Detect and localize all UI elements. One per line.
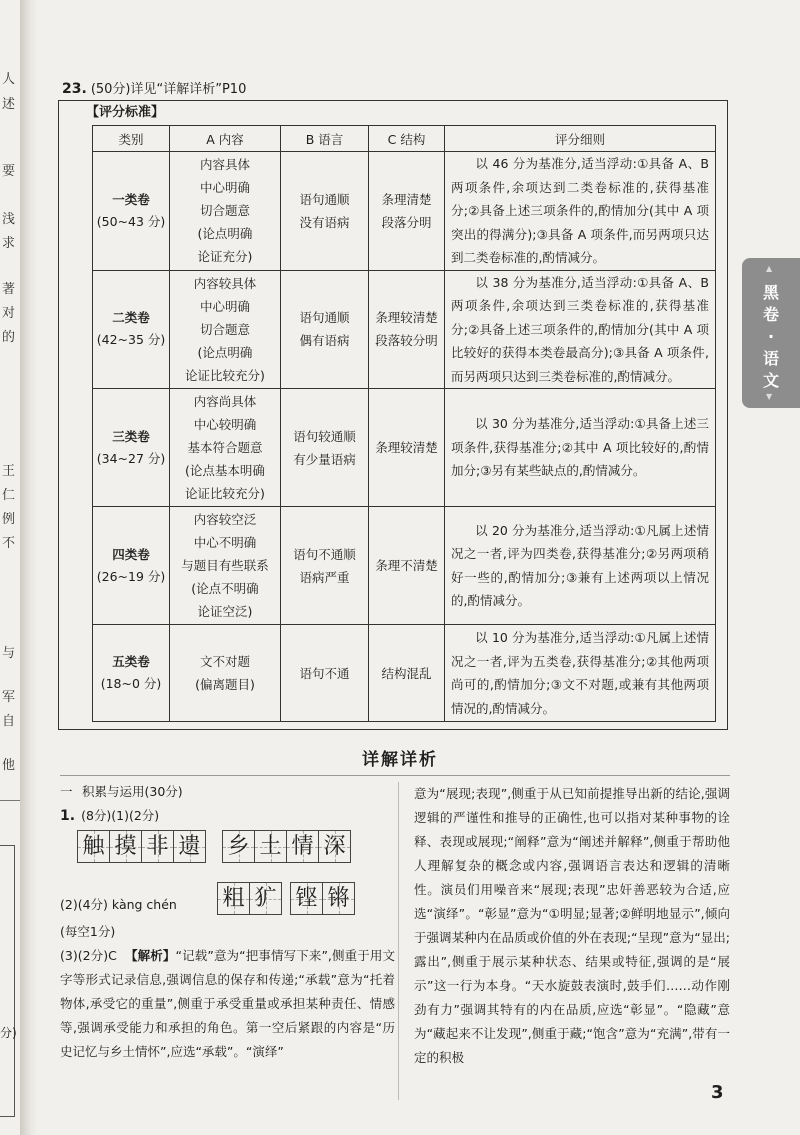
grid-cell: 铿 [290, 882, 323, 915]
details-text: 以 10 分为基准分,适当浮动:①凡属上述情况之一者,评为五类卷,获得基准分;②其他两项尚可的,酌情加分;③文不对题,或兼有其他两项情况的,酌情减分。 [451, 630, 709, 716]
page-number: 3 [711, 1082, 724, 1103]
details-text: 以 30 分为基准分,适当浮动:①具备上述三项条件,获得基准分;②其中 A 项比较好的,酌情加分;③另有某些缺点的,酌情减分。 [451, 416, 709, 479]
content-cell [170, 507, 281, 625]
question-1-heading [60, 806, 395, 824]
structure-cell [369, 507, 445, 625]
analysis-tag: 【解析】 [125, 948, 176, 963]
header-content: A 内容 [170, 126, 281, 152]
margin-char: 军 [2, 690, 16, 705]
content-line: (偏离题目) [195, 677, 255, 692]
margin-char: 不 [2, 536, 16, 551]
structure-cell [369, 389, 445, 507]
content-line: 文不对题 [199, 654, 250, 669]
grid-cell: 土 [254, 830, 287, 863]
score-range: (50~43 分) [96, 213, 166, 229]
category-name: 四类卷 [112, 546, 150, 562]
margin-char: 浅 [2, 212, 16, 227]
question-23-text: (50分)详见“详解详析”P10 [90, 82, 247, 97]
content-line: (论点明确 [197, 226, 253, 242]
content-line: 内容具体 [199, 157, 250, 173]
grid-cell: 摸 [109, 830, 142, 863]
scoring-table [92, 125, 716, 722]
grid-cell: 遗 [173, 830, 206, 863]
margin-char: 对 [2, 306, 16, 321]
margin-char: 与 [2, 646, 16, 661]
right-column-text: 意为“展现;表现”,侧重于从已知前提推导出新的结论,强调逻辑的严谨性和推导的正确性,也可以指对某种事物的诠释、表现或展现;“阐释”意为“阐述并解释”,侧重于帮助他人理解复杂的概念或内容,强调语言表达和逻辑的清晰性。演员们用噪音来“展现;表现”忠奸善恶较为合适,应选“演绎”。“彰显”意为“①明显;显著;②鲜明地显示”,倾向于强调某种内在品质或价值的外在表现;“呈现”意为“显出;露出”,侧重于展示某种状态、结果或特征,强调的是“展示”这一行为本身。“天水旋鼓表演时,鼓手们……动作刚劲有力”强调其特有的内在品质,应选“彰显”。“隐藏”意为“藏起来不让发现”,侧重于藏;“饱含”意为“充满”,带有一定的积极 [414, 786, 730, 1065]
table-row [93, 270, 716, 389]
category-cell [93, 270, 170, 389]
content-line: 论证充分) [197, 249, 253, 265]
margin-char: 述 [2, 97, 16, 112]
language-line: 语病严重 [299, 569, 350, 585]
language-cell [281, 507, 369, 625]
question-number: 1. [60, 808, 76, 824]
table-row [93, 152, 716, 271]
language-line: 语句不通顺 [293, 546, 356, 562]
question-23-heading [62, 78, 246, 97]
margin-char: 人 [2, 72, 16, 87]
analysis-text: “记载”意为“把事情写下来”,侧重于用文字等形式记录信息,强调信息的保存和传递;“承载”意为“托着物体,承受它的重量”,侧重于承受重量或承担某种责任、情感等,强调承受能力和承担的角色。第一空后紧跟的内容是“历史记忆与乡土情怀”,应选“承载”。“演绎” [60, 948, 395, 1059]
question-1-text: (8分)(1)(2分) [81, 808, 160, 823]
part-number: 一 [60, 784, 73, 799]
structure-cell [369, 270, 445, 389]
category-name: 三类卷 [112, 428, 150, 444]
details-text: 以 20 分为基准分,适当浮动:①凡属上述情况之一者,评为四类卷,获得基准分;②另两项稍好一些的,酌情加分;③兼有上述两项以上情况的,酌情减分。 [451, 522, 709, 608]
grid-cell: 乡 [222, 830, 255, 863]
language-line: 语句通顺 [299, 191, 350, 207]
grid-cell: 触 [77, 830, 110, 863]
language-line: 有少量语病 [293, 451, 356, 467]
details-cell [445, 152, 716, 271]
margin-box-text: 分) [0, 1026, 17, 1040]
book-spine-shadow [20, 0, 38, 1135]
category-cell [93, 389, 170, 507]
grid-cell: 犷 [249, 882, 282, 915]
triangle-down-icon: ▼ [766, 392, 773, 401]
structure-line: 段落分明 [381, 214, 432, 230]
grid-cell: 情 [286, 830, 319, 863]
language-line: 语句不通 [299, 665, 350, 681]
content-line: 中心明确 [199, 298, 250, 314]
structure-line: 段落较分明 [375, 333, 438, 349]
answer-prefix: (3)(2分)C [60, 948, 117, 963]
content-cell [170, 389, 281, 507]
language-line: 语句较通顺 [293, 428, 356, 444]
margin-divider [0, 800, 22, 801]
margin-box [0, 845, 15, 1117]
table-row [93, 625, 716, 722]
content-line: (论点基本明确 [185, 463, 265, 478]
content-line: 切合题意 [199, 321, 250, 337]
content-line: 基本符合题意 [187, 440, 263, 455]
structure-cell [369, 625, 445, 722]
margin-char: 求 [2, 236, 16, 251]
content-line: 论证比较充分) [185, 486, 265, 501]
question-1-2-label: (2)(4分) [60, 897, 108, 912]
details-cell [445, 270, 716, 389]
details-text: 以 38 分为基准分,适当浮动:①具备 A、B 两项条件,余项达到三类卷标准的,获得基准分;②具备上述三项条件的,酌情加分(其中 A 项比较好的获得本类卷最高分);③具备 A 项条件,而另两项只达到三类卷标准的,酌情减分。 [451, 274, 709, 384]
language-cell [281, 270, 369, 389]
score-range: (34~27 分) [96, 450, 166, 466]
structure-line: 条理较清楚 [375, 310, 438, 326]
content-line: 中心较明确 [193, 417, 257, 432]
score-range: (42~35 分) [96, 332, 166, 348]
column-divider [398, 782, 399, 1100]
score-range: (26~19 分) [96, 568, 166, 584]
section-title: 详解详析 [362, 750, 438, 770]
content-cell [170, 625, 281, 722]
details-cell [445, 507, 716, 625]
header-structure: C 结构 [369, 126, 445, 152]
table-row [93, 389, 716, 507]
content-line: 内容尚具体 [193, 394, 257, 409]
content-cell [170, 270, 281, 389]
language-line: 语句通顺 [299, 310, 350, 326]
language-cell [281, 625, 369, 722]
content-cell [170, 152, 281, 271]
question-1-3-analysis [60, 944, 395, 1064]
content-line: (论点明确 [197, 344, 253, 360]
triangle-up-icon: ▲ [766, 264, 773, 273]
content-line: 内容较空泛 [193, 512, 257, 527]
answer-grid-2 [218, 882, 355, 915]
header-category: 类别 [93, 126, 170, 152]
category-cell [93, 152, 170, 271]
category-name: 五类卷 [112, 654, 150, 669]
category-name: 一类卷 [112, 191, 150, 207]
pinyin-answer: kàng chén [111, 897, 177, 912]
grid-cell: 深 [318, 830, 351, 863]
side-tab-label: 黑卷·语文 [762, 283, 779, 390]
content-line: 论证空泛) [197, 604, 253, 619]
margin-char: 例 [2, 512, 16, 527]
margin-char: 的 [2, 330, 16, 345]
content-line: 切合题意 [199, 203, 250, 219]
margin-char: 他 [2, 758, 16, 773]
language-line: 没有语病 [299, 214, 350, 230]
header-details: 评分细则 [445, 126, 716, 152]
margin-char: 王 [2, 464, 16, 479]
content-line: (论点不明确 [191, 581, 259, 596]
margin-char: 仁 [2, 488, 16, 503]
language-cell [281, 389, 369, 507]
content-line: 与题目有些联系 [181, 558, 269, 573]
details-cell [445, 625, 716, 722]
table-header-row [93, 126, 716, 152]
scoring-note: (每空1分) [60, 924, 116, 939]
criteria-label: 【评分标准】 [86, 105, 165, 120]
subject-side-tab [742, 258, 800, 408]
structure-line: 条理不清楚 [375, 558, 438, 573]
structure-line: 条理清楚 [381, 191, 432, 207]
margin-char: 要 [2, 164, 16, 179]
details-cell [445, 389, 716, 507]
title-divider [60, 775, 730, 776]
structure-line: 结构混乱 [381, 665, 432, 681]
content-line: 内容较具体 [193, 275, 257, 291]
content-line: 论证比较充分) [185, 367, 265, 383]
grid-cell: 锵 [322, 882, 355, 915]
part-title: 积累与运用(30分) [82, 784, 183, 799]
header-language: B 语言 [281, 126, 369, 152]
score-range: (18~0 分) [100, 676, 162, 691]
content-line: 中心明确 [199, 180, 250, 196]
category-name: 二类卷 [112, 310, 150, 326]
category-cell [93, 507, 170, 625]
language-cell [281, 152, 369, 271]
part-heading [60, 782, 395, 800]
table-row [93, 507, 716, 625]
grid-cell: 非 [141, 830, 174, 863]
grid-cell: 粗 [217, 882, 250, 915]
margin-char: 著 [2, 282, 16, 297]
category-cell [93, 625, 170, 722]
question-number: 23. [62, 81, 87, 97]
answer-grid-1 [78, 830, 351, 863]
language-line: 偶有语病 [299, 333, 350, 349]
content-line: 中心不明确 [193, 535, 257, 550]
structure-cell [369, 152, 445, 271]
details-text: 以 46 分为基准分,适当浮动:①具备 A、B 两项条件,余项达到二类卷标准的,获得基准分;②具备上述三项条件的,酌情加分(其中 A 项突出的得满分);③具备 A 项条件,而另两项只达到二类卷标准的,酌情减分。 [451, 156, 709, 265]
structure-line: 条理较清楚 [375, 440, 438, 455]
margin-char: 自 [2, 714, 16, 729]
